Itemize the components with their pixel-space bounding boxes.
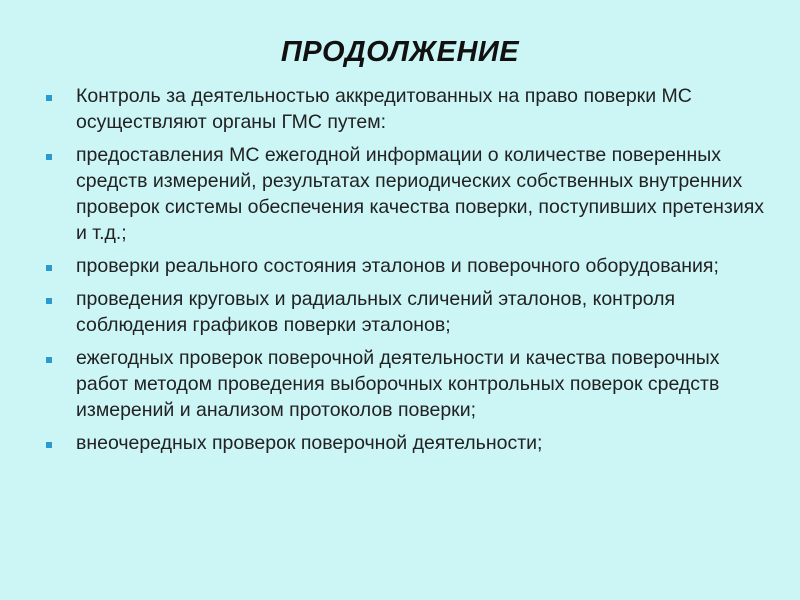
bullet-text: Контроль за деятельностью аккредитованных на право поверки МС осуществляют органы ГМС путем: [76, 85, 692, 133]
bullet-item [46, 253, 766, 279]
bullet-square-icon [46, 442, 52, 448]
bullet-square-icon [46, 298, 52, 304]
bullet-text: внеочередных проверок поверочной деятельности; [76, 432, 543, 454]
bullet-item [46, 286, 766, 338]
bullet-text: предоставления МС ежегодной информации о количестве поверенных средств измерений, результатах периодических собственных внутренних проверок системы обеспечения качества поверки, поступивших претензиях и т.д.; [76, 144, 765, 244]
bullet-item [46, 430, 766, 456]
bullet-text: ежегодных проверок поверочной деятельности и качества поверочных работ методом проведения выборочных контрольных поверок средств измерений и анализом протоколов поверки; [76, 347, 720, 421]
slide-title: ПРОДОЛЖЕНИЕ [280, 36, 520, 68]
bullet-item [46, 142, 766, 246]
bullet-item [46, 83, 766, 135]
bullet-list [46, 83, 766, 463]
bullet-item [46, 345, 766, 423]
bullet-square-icon [46, 95, 52, 101]
bullet-text: проведения круговых и радиальных сличений эталонов, контроля соблюдения графиков поверки эталонов; [76, 288, 676, 336]
bullet-square-icon [46, 357, 52, 363]
bullet-text: проверки реального состояния эталонов и поверочного оборудования; [76, 255, 719, 277]
bullet-square-icon [46, 154, 52, 160]
bullet-square-icon [46, 265, 52, 271]
